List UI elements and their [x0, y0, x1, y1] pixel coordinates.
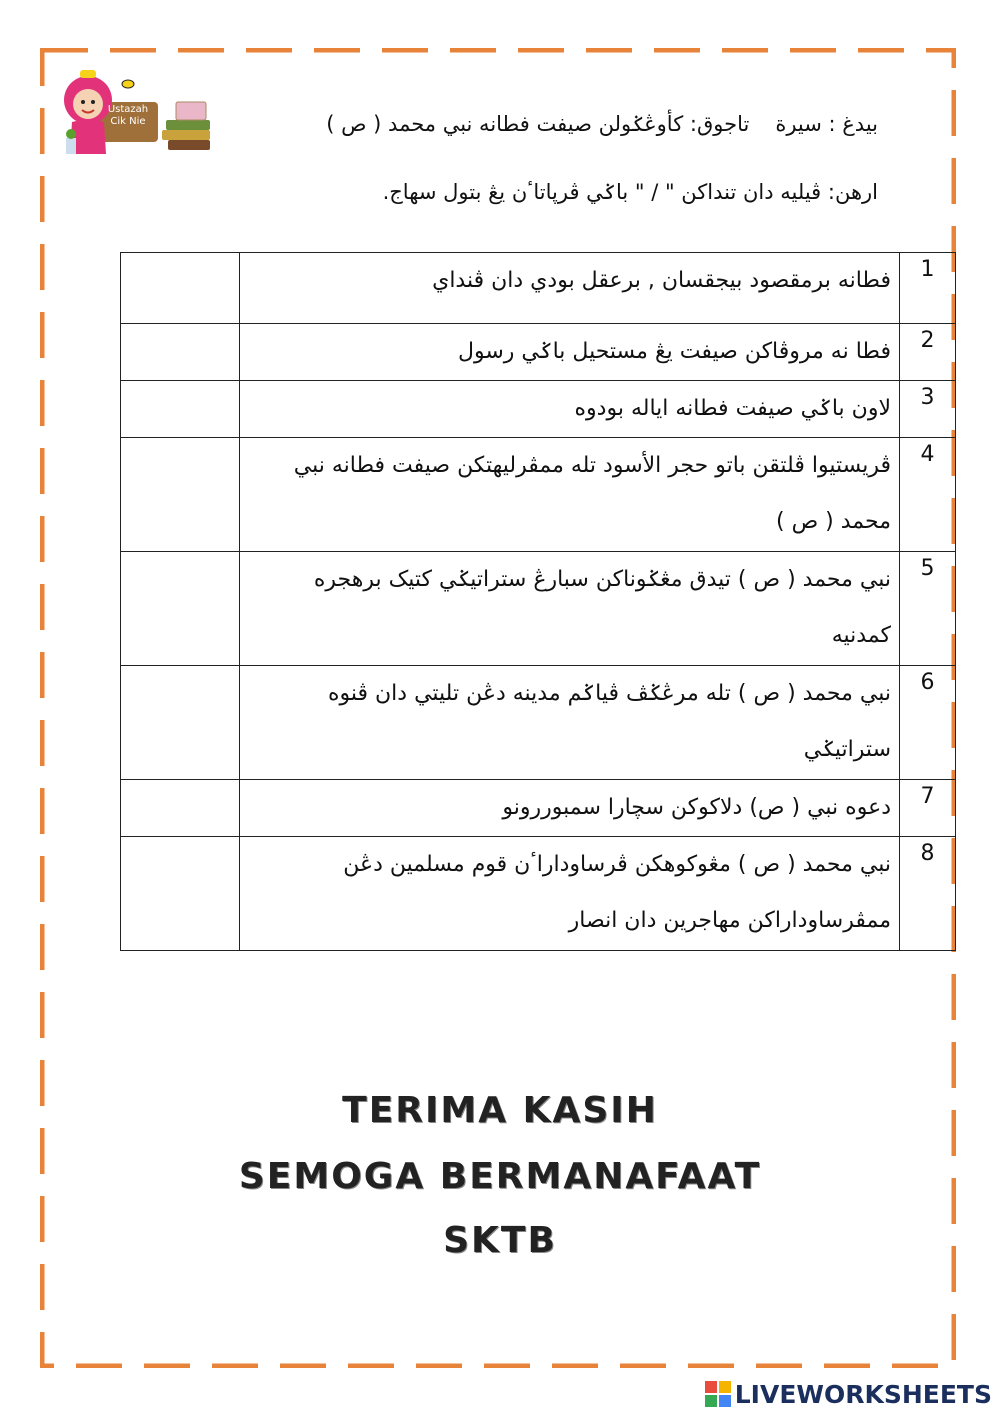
- liveworksheets-watermark: [705, 1377, 992, 1411]
- answer-box-6[interactable]: [121, 666, 240, 780]
- statement-text: فطانه برمقصود بيجقسان , برعقل بودي دان ڤنداي: [240, 253, 900, 324]
- logo-text-line1: Ustazah: [107, 104, 149, 115]
- worksheet-heading: [326, 112, 878, 136]
- row-number: 8: [900, 837, 956, 951]
- closing-message: SEMOGA BERMANAFAAT: [238, 1156, 762, 1197]
- answer-box-3[interactable]: [121, 381, 240, 438]
- answer-box-8[interactable]: [121, 837, 240, 951]
- table-row: [121, 438, 956, 552]
- statement-text: نبي محمد ( ص ) تيدق مڠݢوناكن سبارڠ ستراتيݢي كتيک برهجره كمدنيه: [240, 552, 900, 666]
- table-row: [121, 666, 956, 780]
- row-number: 4: [900, 438, 956, 552]
- table-row: [121, 780, 956, 837]
- subject-label: بيدغ : سيرة: [775, 112, 878, 136]
- ustazah-logo: [58, 62, 218, 162]
- closing-thanks: TERIMA KASIH: [342, 1090, 658, 1131]
- table-row: [121, 381, 956, 438]
- table-row: [121, 253, 956, 324]
- question-table: [120, 252, 956, 951]
- answer-box-2[interactable]: [121, 324, 240, 381]
- answer-box-5[interactable]: [121, 552, 240, 666]
- table-row: [121, 837, 956, 951]
- liveworksheets-logo-icon: [705, 1381, 731, 1407]
- statement-text: لاون باݢي صيفت فطانه اياله بودوه: [240, 381, 900, 438]
- row-number: 7: [900, 780, 956, 837]
- watermark-text: LIVEWORKSHEETS: [734, 1379, 992, 1409]
- statement-text: ڤريستيوا ڤلتقن باتو حجر الأسود تله ممڤرليهتكن صيفت فطانه نبي محمد ( ص ): [240, 438, 900, 552]
- row-number: 1: [900, 253, 956, 324]
- answer-box-1[interactable]: [121, 253, 240, 324]
- closing-school: SKTB: [443, 1220, 557, 1261]
- row-number: 6: [900, 666, 956, 780]
- statement-text: فطا نه مروڤاكن صيفت يڠ مستحيل باݢي رسول: [240, 324, 900, 381]
- statement-text: نبي محمد ( ص ) تله مرڠݢڤ ڤياݢم مدينه دڠن تليتي دان ڤنوه ستراتيݢي: [240, 666, 900, 780]
- row-number: 2: [900, 324, 956, 381]
- row-number: 5: [900, 552, 956, 666]
- answer-box-7[interactable]: [121, 780, 240, 837]
- logo-text-line2: Cik Nie: [110, 116, 146, 127]
- topic-label: تاجوق: كأوڠݢولن صيفت فطانه نبي محمد ( ص ): [326, 112, 750, 136]
- table-row: [121, 552, 956, 666]
- statement-text: نبي محمد ( ص ) مڠوكوهكن ڤرساوداراٴن قوم مسلمين دڠن ممڤرساوداراكن مهاجرين دان انصار: [240, 837, 900, 951]
- row-number: 3: [900, 381, 956, 438]
- statement-text: دعوه نبي ( ص) دلاكوكن سچارا سمبوررونو: [240, 780, 900, 837]
- instruction-text: ارهن: ڤيليه دان تنداكن " / " باݢي ڤرڽاتاٴن يڠ بتول سهاج.: [382, 180, 878, 204]
- answer-box-4[interactable]: [121, 438, 240, 552]
- table-row: [121, 324, 956, 381]
